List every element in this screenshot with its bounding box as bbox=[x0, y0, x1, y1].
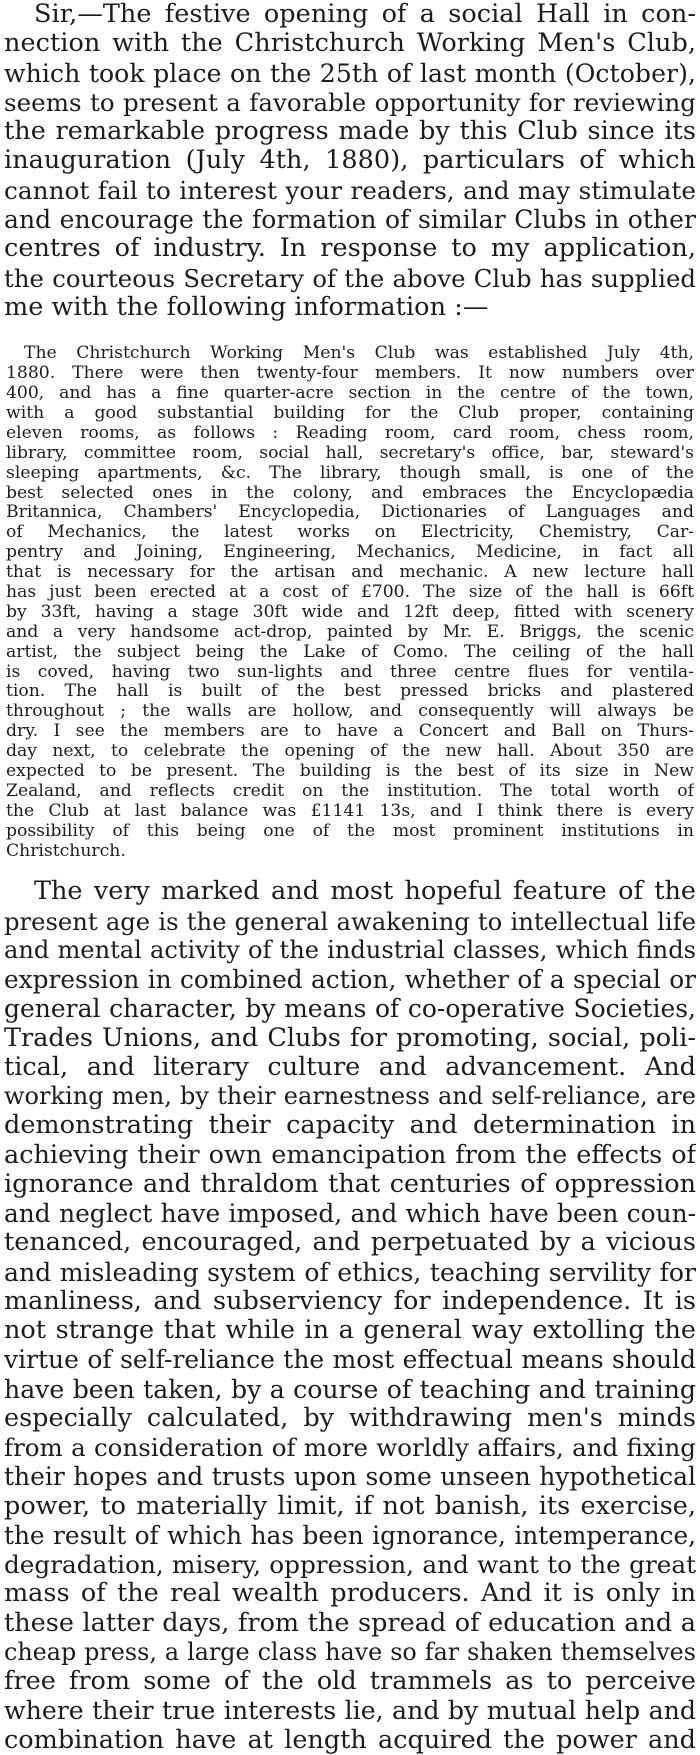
text-line: and mental activity of the industrial classes, which finds bbox=[4, 935, 696, 964]
text-line: and encourage the formation of similar Clubs in other bbox=[4, 205, 696, 235]
text-line: from a consideration of more worldly affairs, and fixing bbox=[4, 1433, 696, 1463]
opening-paragraph bbox=[4, 0, 696, 322]
text-line: expected to be present. The building is the best of its size in New bbox=[6, 761, 694, 781]
text-line: tical, and literary culture and advancement. And bbox=[4, 1052, 696, 1082]
text-line: demonstrating their capacity and determination in bbox=[4, 1111, 696, 1141]
text-line: especially calculated, by withdrawing men's minds bbox=[4, 1403, 696, 1433]
text-line: the courteous Secretary of the above Club has supplied bbox=[4, 263, 696, 293]
text-line: expression in combined action, whether of a special or bbox=[4, 965, 696, 995]
text-line: tenanced, encouraged, and perpetuated by a vicious bbox=[4, 1228, 696, 1258]
text-line: 1880. There were then twenty-four members. It now numbers over bbox=[6, 364, 694, 384]
text-line: me with the following information :— bbox=[4, 292, 489, 322]
text-line: that is necessary for the artisan and mechanic. A new lecture hall bbox=[6, 563, 694, 583]
text-line: Christchurch. bbox=[6, 841, 126, 861]
text-line: their hopes and trusts upon some unseen hypothetical bbox=[4, 1462, 696, 1492]
text-line: have been taken, by a course of teaching and training bbox=[4, 1374, 696, 1404]
text-line: cannot fail to interest your readers, and may stimulate bbox=[4, 175, 696, 205]
text-line: The very marked and most hopeful feature of the bbox=[34, 877, 696, 907]
text-line: cheap press, a large class have so far shaken themselves bbox=[4, 1637, 696, 1666]
text-line: pentry and Joining, Engineering, Mechanics, Medicine, in fact all bbox=[6, 543, 694, 563]
text-line: the result of which has been ignorance, intemperance, bbox=[4, 1520, 696, 1550]
text-line: ignorance and thraldom that centuries of oppression bbox=[4, 1169, 696, 1199]
text-line: has just been erected at a cost of £700. The size of the hall is 66ft bbox=[6, 582, 694, 602]
text-line: where their true interests lie, and by mutual help and bbox=[4, 1696, 696, 1726]
text-line: artist, the subject being the Lake of Como. The ceiling of the hall bbox=[6, 642, 694, 662]
text-line: achieving their own emancipation from the effects of bbox=[4, 1140, 696, 1170]
text-line: best selected ones in the colony, and embraces the Encyclopædia bbox=[6, 483, 694, 503]
text-line: power, to materially limit, if not banish, its exercise, bbox=[4, 1491, 696, 1521]
text-line: possibility of this being one of the most prominent institutions in bbox=[6, 821, 694, 841]
text-line: library, committee room, social hall, secretary's office, bar, steward's bbox=[6, 443, 694, 463]
text-line: manliness, and subserviency for independence. It is bbox=[4, 1286, 696, 1316]
text-line: free from some of the old trammels as to perceive bbox=[4, 1667, 696, 1697]
text-line: with a good substantial building for the Club proper, containing bbox=[6, 403, 694, 423]
text-line: is coved, having two sun-lights and three centre flues for ventila- bbox=[6, 662, 694, 682]
text-line: of Mechanics, the latest works on Electricity, Chemistry, Car- bbox=[6, 523, 694, 543]
text-line: not strange that while in a general way extolling the bbox=[4, 1316, 696, 1346]
text-line: seems to present a favorable opportunity for reviewing bbox=[4, 87, 696, 117]
text-line: throughout ; the walls are hollow, and consequently will always be bbox=[6, 702, 694, 722]
text-line: Sir,—The festive opening of a social Hall in con- bbox=[34, 0, 696, 29]
text-line: nection with the Christchurch Working Men's Club, bbox=[4, 29, 696, 59]
text-line: dry. I see the members are to have a Concert and Ball on Thurs- bbox=[6, 722, 694, 742]
text-line: mass of the real wealth producers. And it is only in bbox=[4, 1579, 696, 1609]
text-line: by 33ft, having a stage 30ft wide and 12ft deep, fitted with scenery bbox=[6, 602, 694, 622]
text-line: and a very handsome act-drop, painted by Mr. E. Briggs, the scenic bbox=[6, 622, 694, 642]
text-line: tion. The hall is built of the best pressed bricks and plastered bbox=[6, 682, 694, 702]
text-line: the remarkable progress made by this Club since its bbox=[4, 117, 696, 147]
text-line: which took place on the 25th of last month (October), bbox=[4, 58, 696, 88]
text-line: the Club at last balance was £1141 13s, and I think there is every bbox=[6, 801, 694, 821]
text-line: 400, and has a fine quarter-acre section in the centre of the town, bbox=[6, 384, 694, 404]
text-line: general character, by means of co-operative Societies, bbox=[4, 994, 696, 1024]
text-line: inauguration (July 4th, 1880), particulars of which bbox=[4, 146, 696, 176]
text-line: degradation, misery, oppression, and want to the great bbox=[4, 1550, 696, 1580]
text-line: and misleading system of ethics, teaching servility for bbox=[4, 1257, 696, 1287]
secretary-report-quote bbox=[4, 344, 696, 861]
text-line: eleven rooms, as follows : Reading room, card room, chess room, bbox=[6, 423, 694, 443]
text-line: present age is the general awakening to intellectual life bbox=[4, 906, 696, 936]
text-line: Britannica, Chambers' Encyclopedia, Dictionaries of Languages and bbox=[6, 503, 694, 523]
text-line: day next, to celebrate the opening of the new hall. About 350 are bbox=[6, 742, 694, 762]
text-line: sleeping apartments, &c. The library, though small, is one of the bbox=[6, 463, 694, 483]
text-line: combination have at length acquired the power and bbox=[4, 1725, 696, 1755]
text-line: centres of industry. In response to my application, bbox=[4, 234, 696, 264]
text-line: Zealand, and reflects credit on the institution. The total worth of bbox=[6, 781, 694, 801]
text-line: these latter days, from the spread of education and a bbox=[4, 1608, 696, 1638]
text-line: working men, by their earnestness and self-reliance, are bbox=[4, 1082, 696, 1111]
text-line: The Christchurch Working Men's Club was established July 4th, bbox=[24, 344, 694, 364]
text-line: Trades Unions, and Clubs for promoting, social, poli- bbox=[4, 1023, 696, 1053]
editorial-paragraph bbox=[4, 877, 696, 1755]
text-line: virtue of self-reliance the most effectual means should bbox=[4, 1345, 696, 1375]
text-line: and neglect have imposed, and which have been coun- bbox=[4, 1199, 696, 1229]
